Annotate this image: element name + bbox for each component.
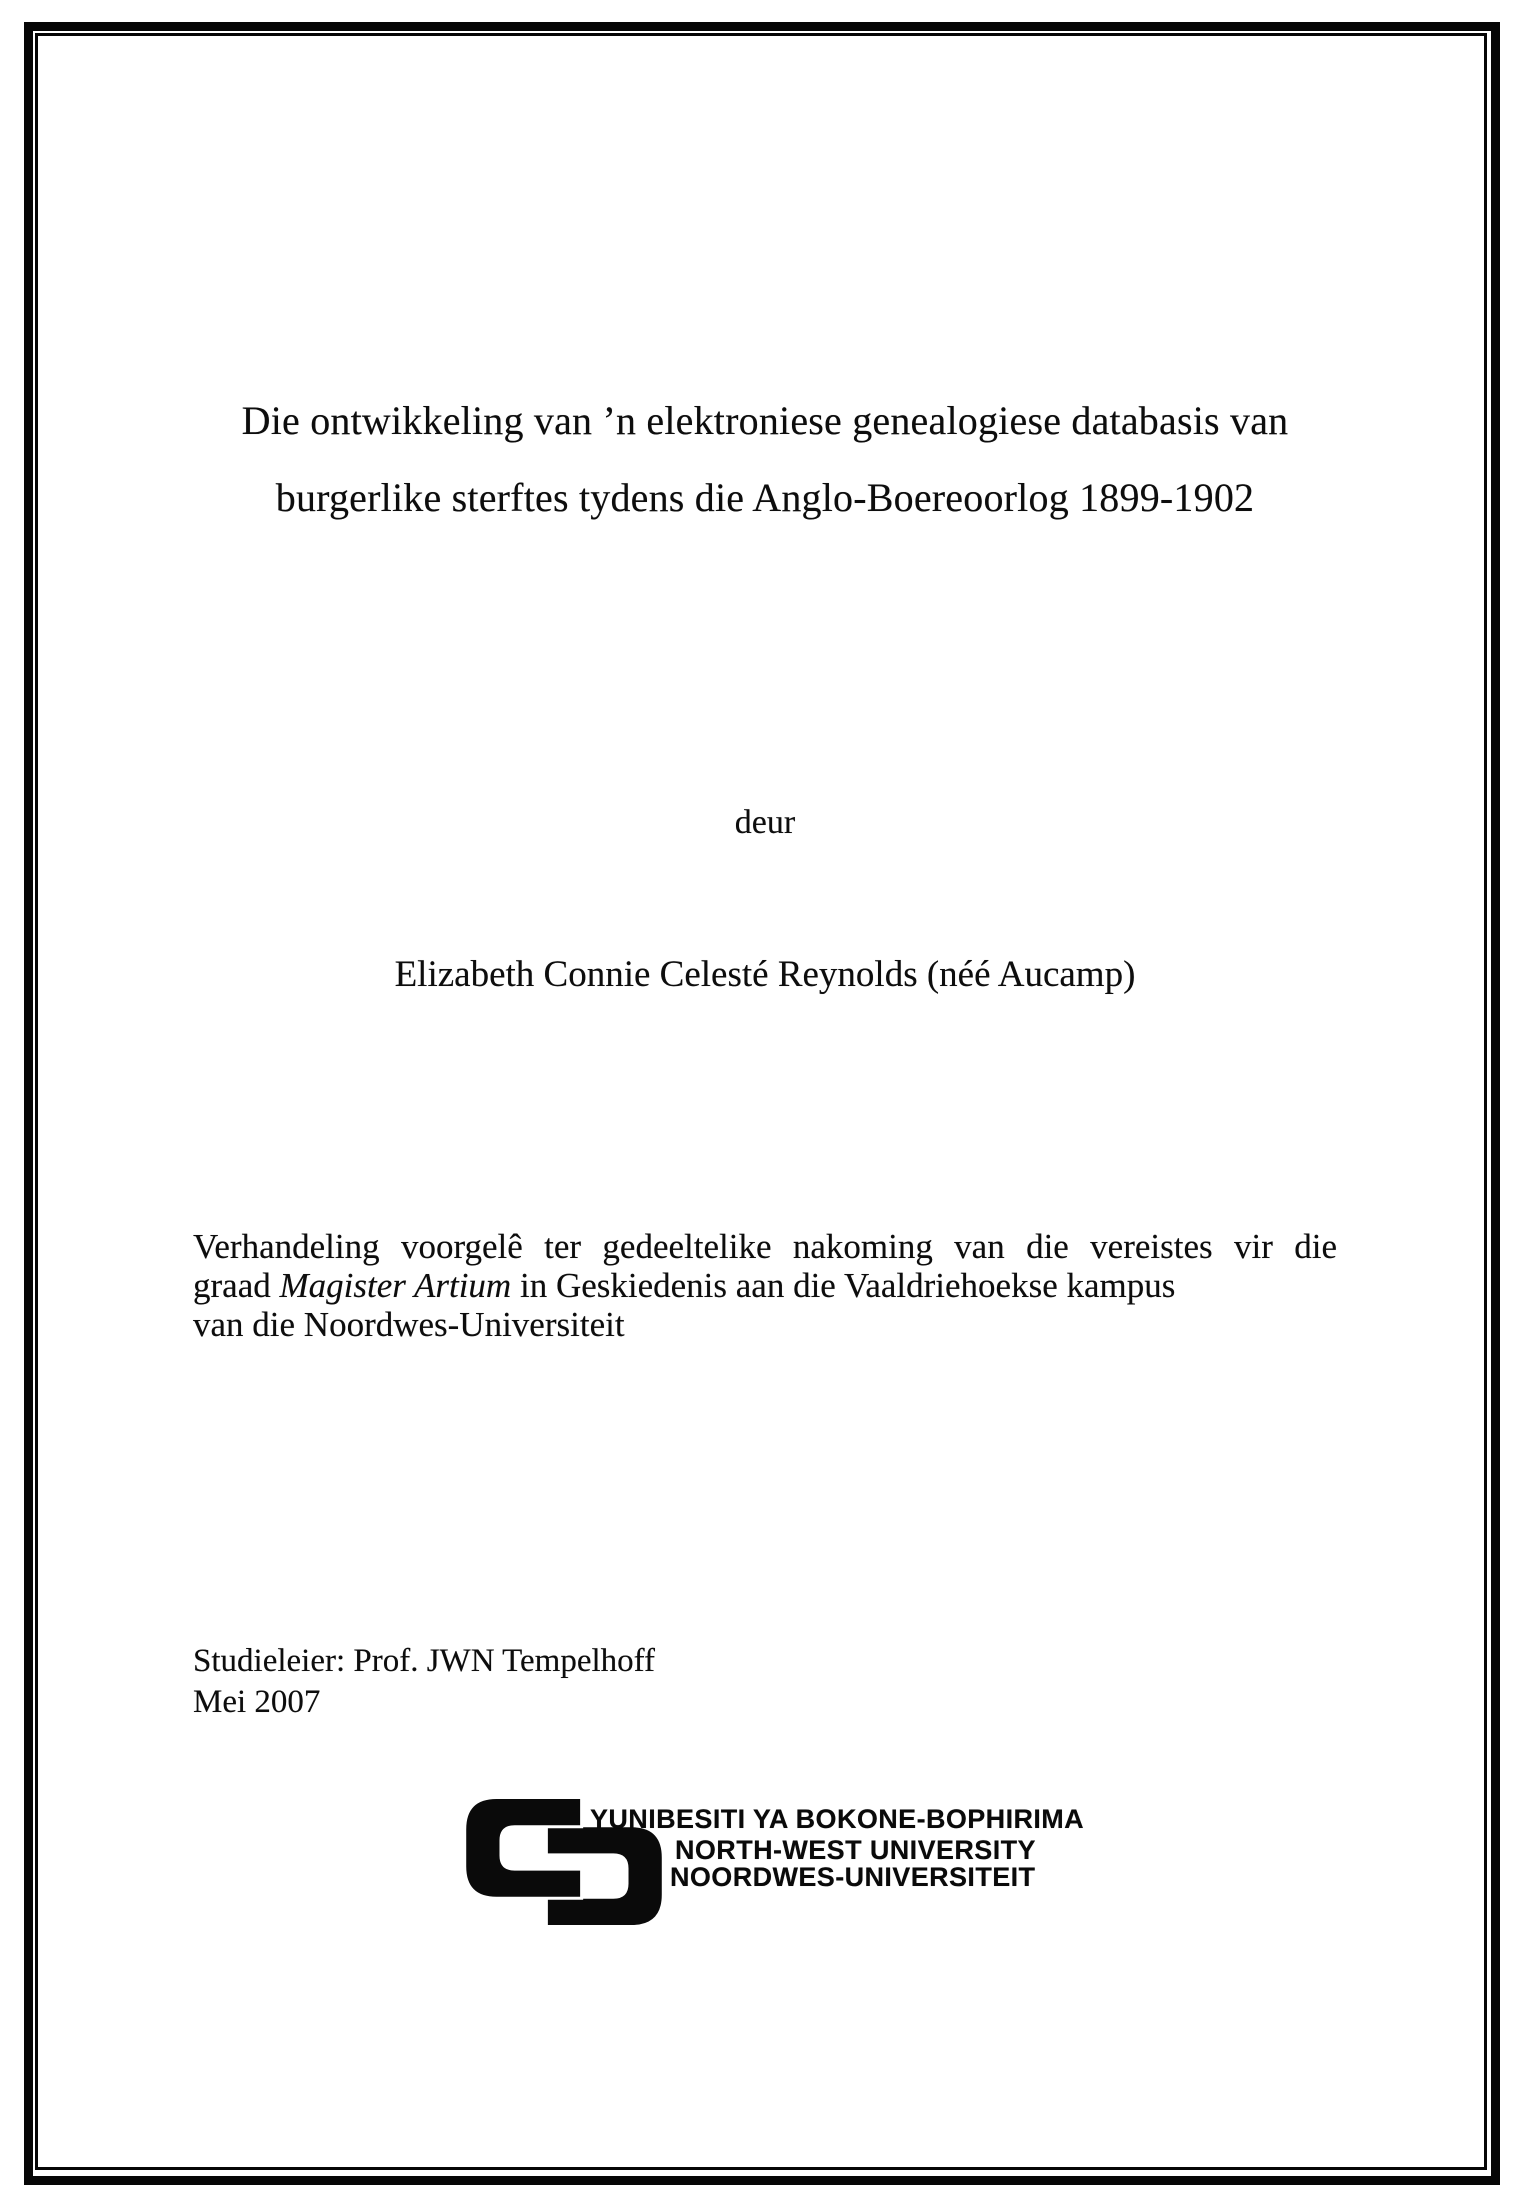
supervisor-line: Studieleier: Prof. JWN Tempelhoff <box>193 1643 656 1679</box>
statement-line2-pre: graad <box>193 1266 280 1305</box>
thesis-title <box>193 382 1337 536</box>
degree-statement <box>193 1227 1337 1344</box>
supervisor-block <box>193 1641 655 1723</box>
degree-statement-line3: van die Noordwes-Universiteit <box>193 1305 625 1344</box>
byline-label: deur <box>734 804 796 841</box>
university-logo <box>466 1799 1086 1969</box>
date-line: Mei 2007 <box>193 1684 321 1720</box>
statement-line2-degree-italic: Magister Artium <box>279 1266 512 1305</box>
logo-text-afrikaans: NOORDWES-UNIVERSITEIT <box>670 1862 1036 1892</box>
degree-statement-line2 <box>193 1266 1337 1305</box>
thesis-title-line2: burgerlike sterftes tydens die Anglo-Boereoorlog 1899-1902 <box>275 475 1255 520</box>
logo-text-english: NORTH-WEST UNIVERSITY <box>675 1835 1036 1865</box>
thesis-title-line1: Die ontwikkeling van ’n elektroniese genealogiese databasis van <box>241 398 1289 443</box>
logo-text-setswana: YUNIBESITI YA BOKONE-BOPHIRIMA <box>590 1804 1085 1834</box>
degree-statement-line1: Verhandeling voorgelê ter gedeeltelike nakoming van die vereistes vir die <box>193 1227 1337 1266</box>
statement-line2-post: in Geskiedenis aan die Vaaldriehoekse kampus <box>511 1266 1176 1305</box>
author-name: Elizabeth Connie Celesté Reynolds (néé Aucamp) <box>394 954 1136 995</box>
